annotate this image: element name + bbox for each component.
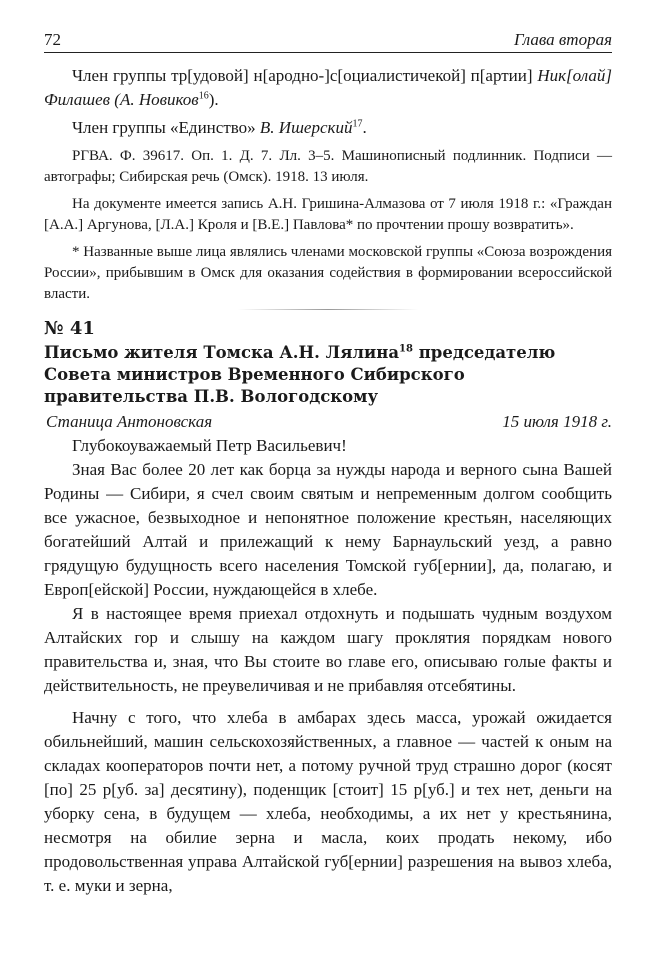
signature-line-2 <box>44 116 612 140</box>
signature-1-end: ). <box>208 90 219 109</box>
archive-reference: РГВА. Ф. 39617. Оп. 1. Д. 7. Лл. 3–5. Машинописный подлинник. Подписи — автографы; Сибирская речь (Омск). 1918. 13 июля. <box>44 148 612 185</box>
document-place: Станица Антоновская <box>46 412 213 431</box>
letter-greeting: Глубокоуважаемый Петр Васильевич! <box>72 436 347 455</box>
document-title-part-2: председателю Совета министров Временного Сибирского правительства П.В. Вологодскому <box>44 343 556 406</box>
letter-paragraph-1: Зная Вас более 20 лет как борца за нужды народа и верного сына Вашей Родины — Сибири, я счел своим святым и непременным долгом сообщить все ужасное, безвыходное и непонятное положение крестьян, населяющих богатейший Алтай и прилежащий к нему Барнаульский уезд, а равно грядущую будущность всего населения Томской губ[ернии], да, полагаю, и Европ[ейской] России, нуждающейся в хлебе. <box>44 460 612 599</box>
signature-1-name: Ник[олай] Филашев (А. Новиков <box>44 66 612 109</box>
signature-1-text: Член группы тр[удовой] н[ародно-]с[оциалистичекой] п[артии] <box>72 66 538 85</box>
footnote-ref-17: 17 <box>352 118 363 130</box>
letter-paragraph-3: Начну с того, что хлеба в амбарах здесь масса, урожай ожидается обильнейший, машин сельскохозяйственных, а главное — частей к оным на складах кооператоров почти нет, а потому ручной труд страшно дорог (косят [по] 25 р[уб. за] десятину), поденщик [стоит] 15 р[уб.] и тех нет, деньги на уборку сена, в будущем — хлеба, необходимы, а их нет у крестьянина, несмотря на обилие зерна и масла, коих продать некому, ибо продовольственная управа Алтайской губ[ернии] разрешения на вывоз хлеба, т. е. муки и зерна, <box>44 708 612 895</box>
footnote-ref-18: 18 <box>399 343 413 355</box>
document-date: 15 июля 1918 г. <box>502 412 612 431</box>
inscription-note: На документе имеется запись А.Н. Гришина-Алмазова от 7 июля 1918 г.: «Граждан [А.А.] Аргунова, [Л.А.] Кроля и [В.Е.] Павлова* по прочтении прошу возвратить». <box>44 196 612 233</box>
footnote-ref-16: 16 <box>198 90 209 102</box>
running-header <box>44 30 612 53</box>
place-date-line <box>44 410 612 434</box>
page-body <box>44 64 612 898</box>
footnote-asterisk: * Названные выше лица являлись членами московской группы «Союза возрождения России», прибывшим в Омск для оказания содействия в формировании всероссийской власти. <box>44 244 612 302</box>
document-title-part-1: Письмо жителя Томска А.Н. Лялина <box>44 343 400 362</box>
document-number: № 41 <box>44 318 95 339</box>
signature-line-1 <box>44 64 612 112</box>
section-divider <box>238 309 418 310</box>
signature-2-text: Член группы «Единство» <box>72 118 260 137</box>
chapter-title: Глава вторая <box>514 30 612 49</box>
document-title <box>44 342 612 408</box>
signature-2-name: В. Ишерский <box>259 118 353 137</box>
letter-paragraph-2: Я в настоящее время приехал отдохнуть и подышать чудным воздухом Алтайских гор и слышу на каждом шагу проклятия порядкам нового правительства и, зная, что Вы стоите во главе его, описываю голые факты и действительность, не преувеличивая и не прибавляя отсебятины. <box>44 604 612 695</box>
signature-2-end: . <box>362 118 367 137</box>
page-number: 72 <box>44 30 61 49</box>
